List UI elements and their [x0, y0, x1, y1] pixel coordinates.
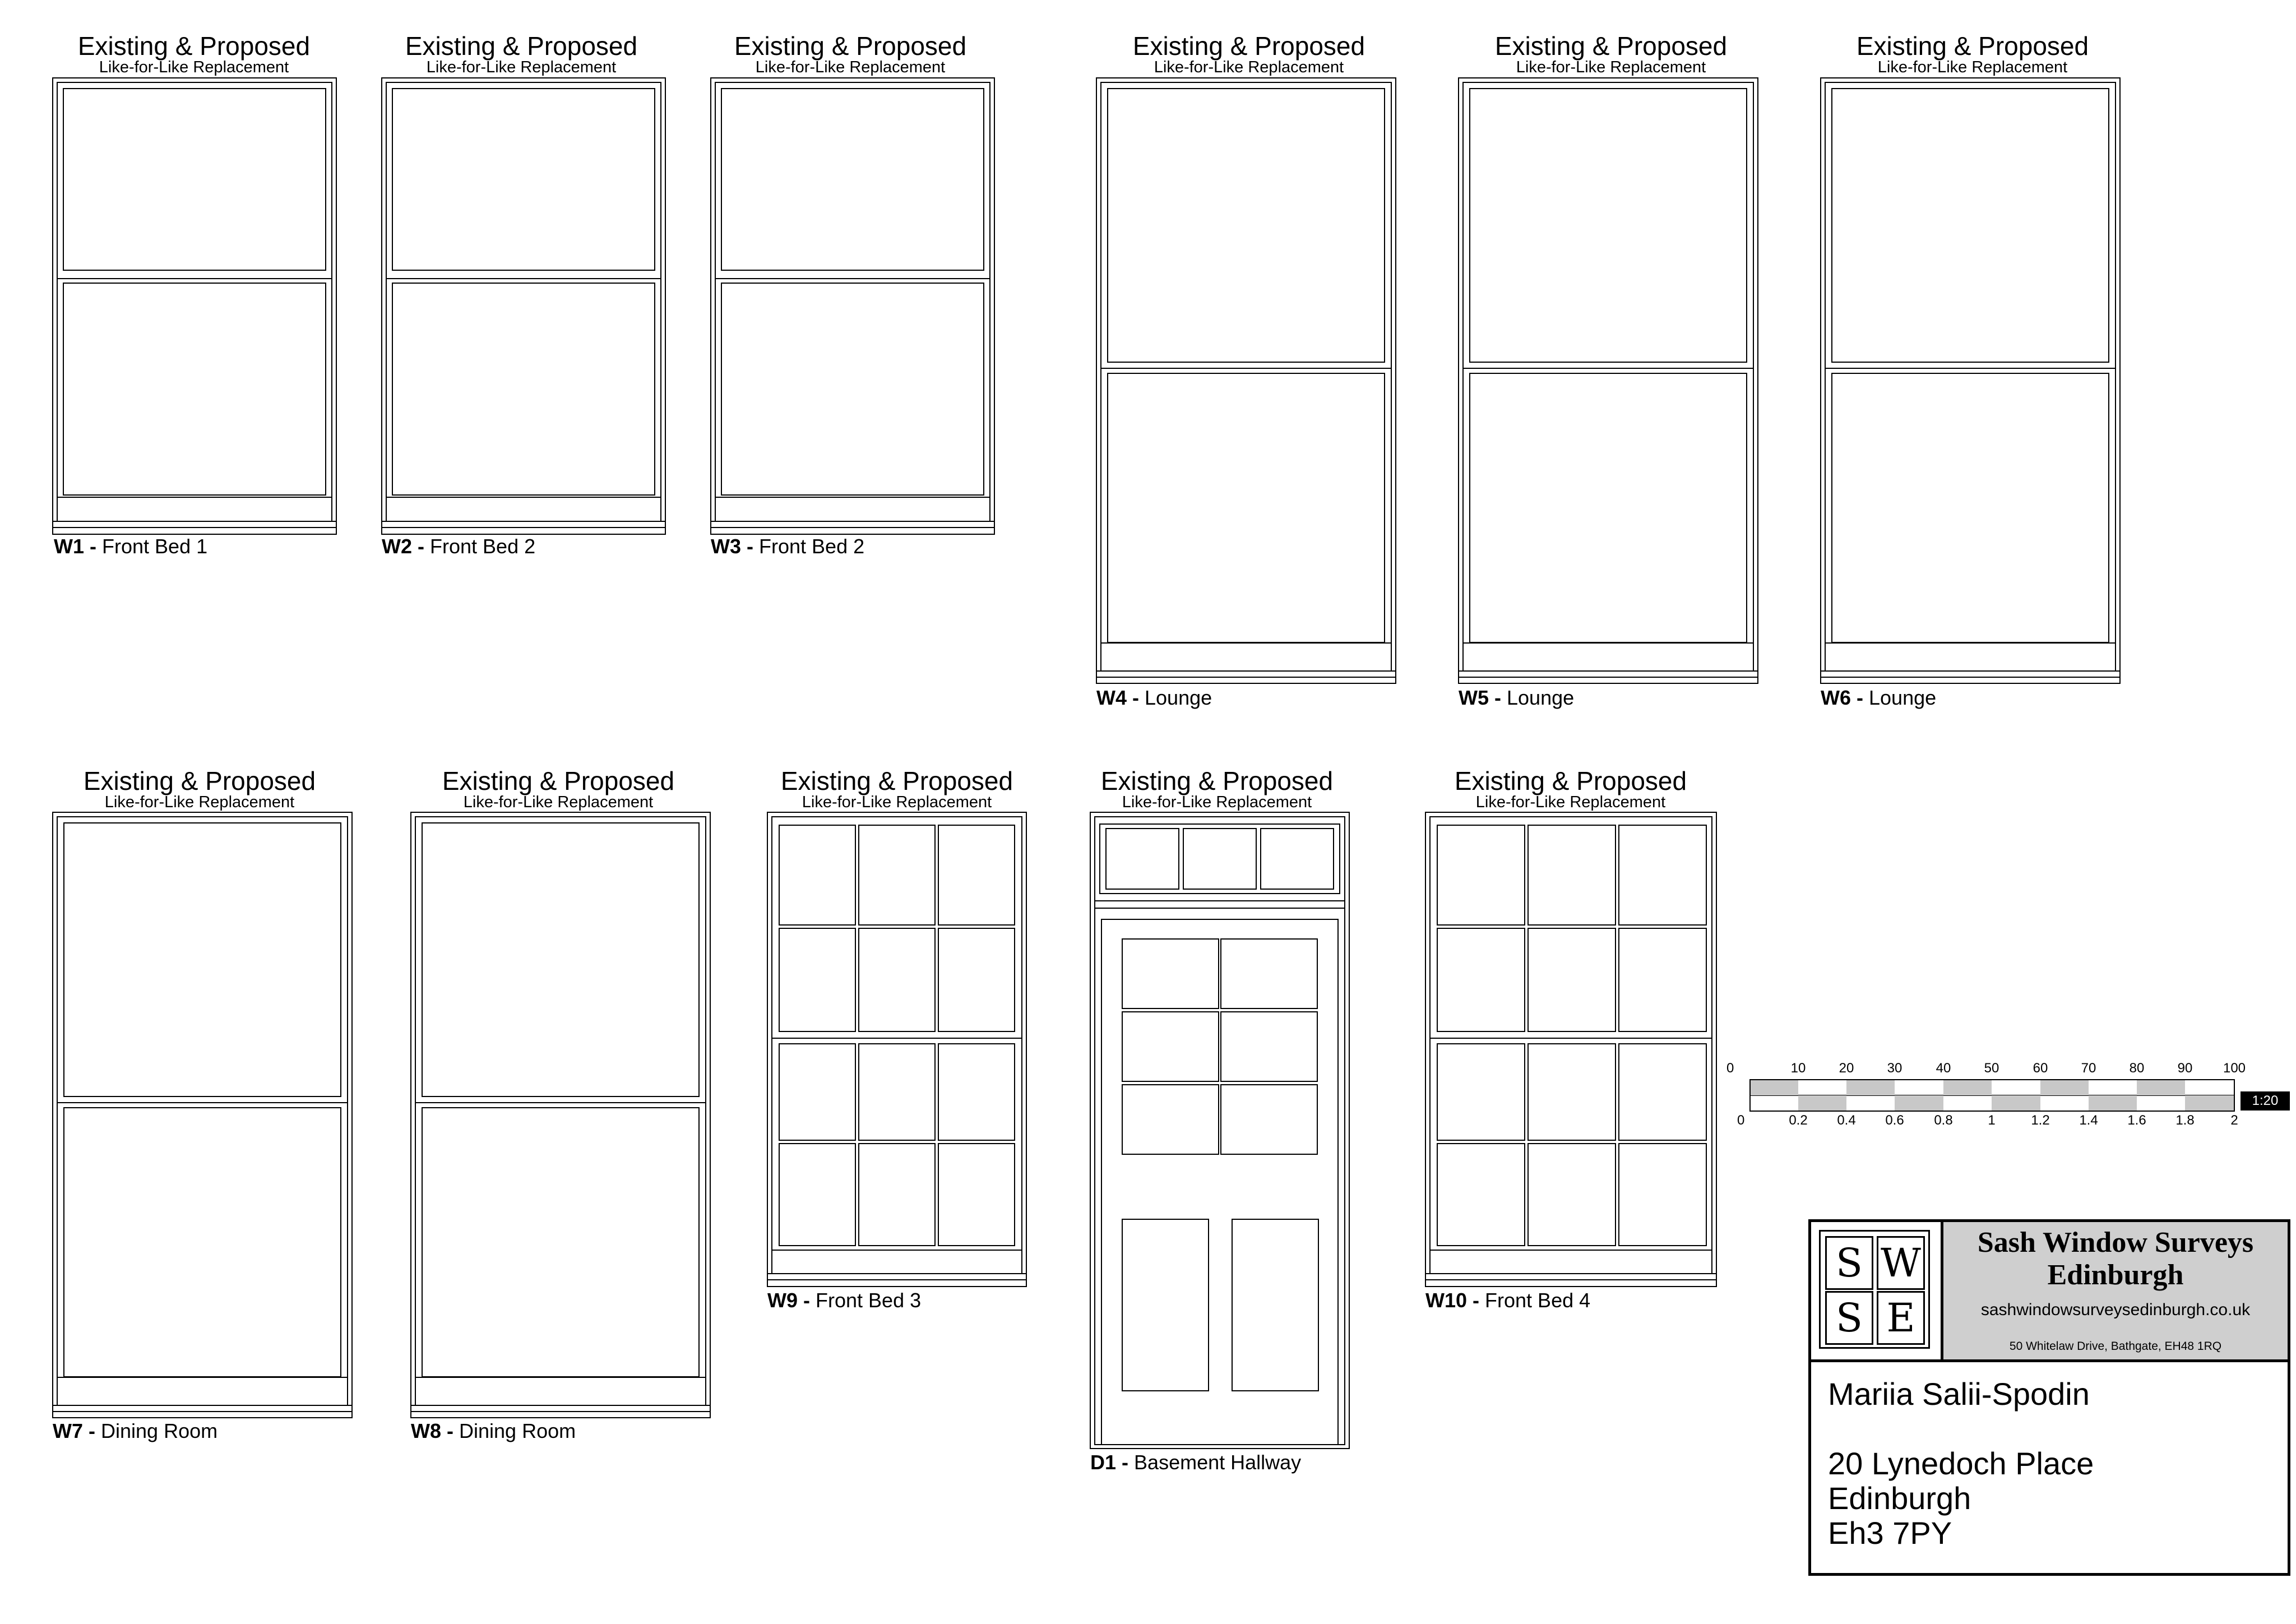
- client-name: Mariia Salii-Spodin: [1828, 1376, 2090, 1412]
- scale-bottom-tick: 0.4: [1837, 1113, 1856, 1128]
- window-w4-drawing: [1096, 78, 1396, 683]
- room-d1: Basement Hallway: [1134, 1451, 1302, 1474]
- code-w8: W8 -: [411, 1419, 453, 1442]
- label-w7: [53, 1420, 217, 1442]
- scale-bottom-tick: 1: [1988, 1113, 1996, 1128]
- scale-bottom-tick: 0.2: [1789, 1113, 1808, 1128]
- scale-bottom-tick: 0.6: [1885, 1113, 1904, 1128]
- scale-top-tick: 40: [1936, 1061, 1951, 1076]
- scale-bottom-tick: 1.2: [2031, 1113, 2050, 1128]
- label-w8: [411, 1420, 576, 1442]
- logo-letter: W: [1877, 1236, 1925, 1290]
- scale-top-tick: 50: [1984, 1061, 1999, 1076]
- window-w7-drawing: [53, 812, 352, 1418]
- subheading-w9: Like-for-Like Replacement: [802, 793, 992, 811]
- subheading-w8: Like-for-Like Replacement: [463, 793, 654, 811]
- subheading-w2: Like-for-Like Replacement: [426, 58, 617, 76]
- heading-w7: Existing & Proposed: [83, 766, 316, 795]
- subheading-w4: Like-for-Like Replacement: [1154, 58, 1344, 76]
- label-w4: [1096, 687, 1212, 709]
- scale-top-tick: 90: [2177, 1061, 2193, 1076]
- scale-bottom-tick: 0: [1737, 1113, 1745, 1128]
- room-w8: Dining Room: [459, 1419, 576, 1442]
- company-name: [1943, 1227, 2288, 1292]
- client-address-line2: Edinburgh: [1828, 1480, 1971, 1516]
- room-w6: Lounge: [1869, 686, 1937, 709]
- scale-bottom-tick: 1.6: [2127, 1113, 2146, 1128]
- subheading-w10: Like-for-Like Replacement: [1475, 793, 1666, 811]
- room-w4: Lounge: [1145, 686, 1212, 709]
- heading-w4: Existing & Proposed: [1132, 31, 1365, 61]
- code-w6: W6 -: [1821, 686, 1863, 709]
- subheading-w1: Like-for-Like Replacement: [99, 58, 289, 76]
- heading-w1: Existing & Proposed: [77, 31, 311, 61]
- code-w7: W7 -: [53, 1419, 95, 1442]
- window-w2-drawing: [382, 78, 665, 534]
- heading-w3: Existing & Proposed: [734, 31, 967, 61]
- client-spacer: [1828, 1412, 2094, 1446]
- label-w2: [382, 535, 535, 558]
- logo-letter: S: [1825, 1236, 1873, 1290]
- code-w10: W10 -: [1425, 1289, 1480, 1312]
- scale-bar-graphic: [1750, 1080, 2234, 1111]
- room-w9: Front Bed 3: [816, 1289, 922, 1312]
- room-w1: Front Bed 1: [102, 535, 208, 558]
- title-block: [1808, 1219, 2290, 1576]
- code-w1: W1 -: [54, 535, 96, 558]
- scale-top-tick: 60: [2033, 1061, 2048, 1076]
- label-w5: [1459, 687, 1574, 709]
- company-name-line1: Sash Window Surveys: [1977, 1227, 2254, 1259]
- subheading-w6: Like-for-Like Replacement: [1877, 58, 2068, 76]
- company-info: [1943, 1222, 2288, 1362]
- window-w9-drawing: [767, 812, 1026, 1287]
- scale-bottom-tick: 1.8: [2175, 1113, 2195, 1128]
- heading-w5: Existing & Proposed: [1494, 31, 1728, 61]
- scale-bottom-tick: 0.8: [1934, 1113, 1953, 1128]
- window-w6-drawing: [1821, 78, 2120, 683]
- room-w7: Dining Room: [101, 1419, 218, 1442]
- company-address: 50 Whitelaw Drive, Bathgate, EH48 1RQ: [2009, 1340, 2222, 1353]
- window-w10-drawing: [1425, 812, 1716, 1287]
- label-d1: [1090, 1451, 1301, 1474]
- client-address-line3: Eh3 7PY: [1828, 1515, 1952, 1551]
- label-w6: [1821, 687, 1936, 709]
- label-w1: [54, 535, 207, 558]
- subheading-w5: Like-for-Like Replacement: [1516, 58, 1706, 76]
- subheading-w7: Like-for-Like Replacement: [104, 793, 295, 811]
- code-d1: D1 -: [1090, 1451, 1129, 1474]
- scale-top-tick: 0: [1726, 1061, 1734, 1076]
- window-w8-drawing: [411, 812, 710, 1418]
- heading-w9: Existing & Proposed: [780, 766, 1013, 795]
- heading-w10: Existing & Proposed: [1454, 766, 1687, 795]
- logo-letter: E: [1877, 1291, 1925, 1345]
- scale-top-tick: 100: [2223, 1061, 2246, 1076]
- room-w2: Front Bed 2: [430, 535, 536, 558]
- company-website: sashwindowsurveysedinburgh.co.uk: [1980, 1301, 2251, 1319]
- code-w3: W3 -: [711, 535, 753, 558]
- subheading-w3: Like-for-Like Replacement: [755, 58, 946, 76]
- window-w1-drawing: [53, 78, 336, 534]
- subheading-d1: Like-for-Like Replacement: [1122, 793, 1312, 811]
- heading-w2: Existing & Proposed: [405, 31, 638, 61]
- door-d1-drawing: [1090, 812, 1349, 1449]
- window-w3-drawing: [711, 78, 994, 534]
- logo-letter: S: [1825, 1291, 1873, 1345]
- code-w2: W2 -: [382, 535, 424, 558]
- heading-w8: Existing & Proposed: [442, 766, 675, 795]
- label-w3: [711, 535, 864, 558]
- company-logo: [1811, 1222, 1943, 1362]
- scale-ratio-badge: 1:20: [2241, 1091, 2290, 1111]
- company-name-line2: Edinburgh: [2047, 1259, 2184, 1291]
- code-w5: W5 -: [1459, 686, 1501, 709]
- code-w4: W4 -: [1096, 686, 1139, 709]
- scale-top-tick: 30: [1887, 1061, 1902, 1076]
- scale-top-tick: 10: [1790, 1061, 1806, 1076]
- label-w10: [1425, 1289, 1590, 1312]
- heading-w6: Existing & Proposed: [1856, 31, 2089, 61]
- heading-d1: Existing & Proposed: [1100, 766, 1334, 795]
- room-w10: Front Bed 4: [1485, 1289, 1591, 1312]
- label-w9: [767, 1289, 921, 1312]
- room-w5: Lounge: [1507, 686, 1575, 709]
- code-w9: W9 -: [767, 1289, 810, 1312]
- client-address-line1: 20 Lynedoch Place: [1828, 1446, 2094, 1481]
- logo-frame: [1819, 1230, 1930, 1349]
- scale-bottom-tick: 1.4: [2079, 1113, 2098, 1128]
- scale-top-tick: 70: [2081, 1061, 2096, 1076]
- room-w3: Front Bed 2: [759, 535, 865, 558]
- scale-top-tick: 80: [2129, 1061, 2145, 1076]
- window-w5-drawing: [1459, 78, 1758, 683]
- scale-bottom-tick: 2: [2230, 1113, 2238, 1128]
- client-details: [1828, 1377, 2094, 1551]
- scale-top-tick: 20: [1839, 1061, 1854, 1076]
